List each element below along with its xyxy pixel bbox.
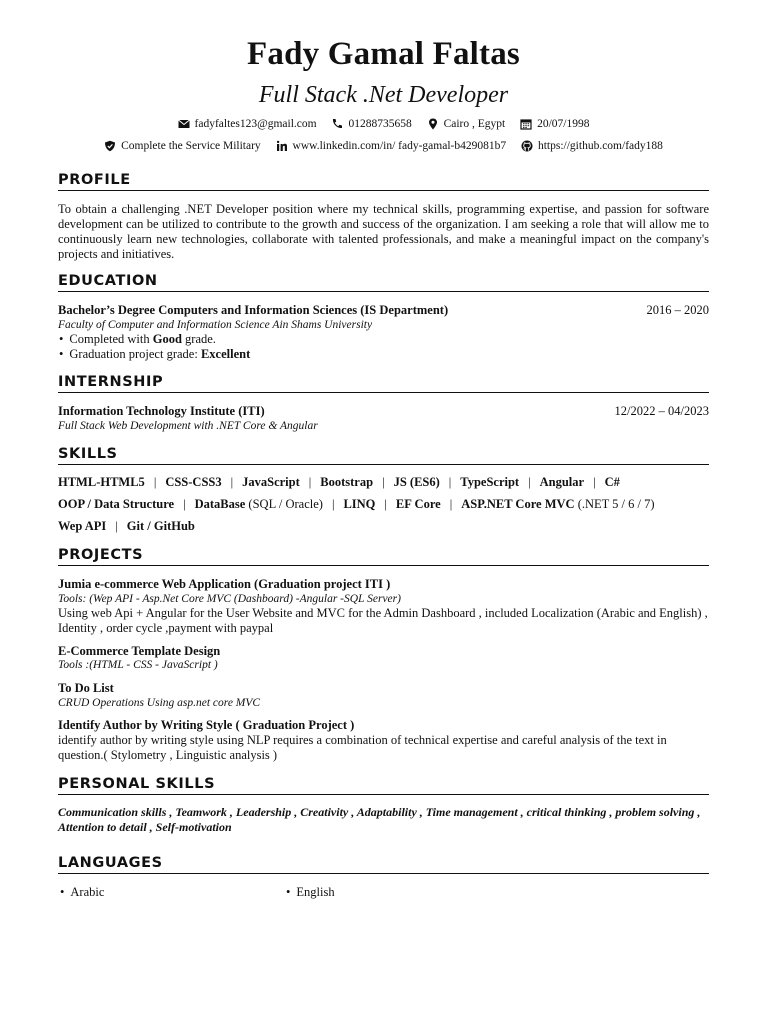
birthdate-contact	[520, 118, 589, 130]
education-bullets	[58, 332, 250, 362]
bullet-bold: Good	[152, 332, 182, 346]
list-item	[58, 332, 250, 347]
phone-text: 01288735658	[348, 118, 412, 130]
separator: |	[153, 475, 157, 489]
project-4-desc: identify author by writing style using NLP requires a combination of technical expertise and careful analysis of the text in question.( Stylometry , Linguistic analysis )	[58, 733, 667, 762]
skill-item: EF Core	[395, 497, 441, 511]
bullet-text: grade.	[181, 332, 216, 346]
profile-heading: PROFILE	[58, 172, 709, 191]
project-4-title: Identify Author by Writing Style ( Graduation Project )	[58, 718, 355, 732]
phone-icon	[331, 118, 343, 130]
profile-text: To obtain a challenging .NET Developer position where my technical skills, programming expertise, and passion for software development can be utilized to contribute to the growth and success of the organization. I am seeking a role that will allow me to continuously learn new technologies, collaborate with talented professionals, and make a meaningful impact on the company's projects and initiatives.	[58, 202, 709, 261]
map-pin-icon	[427, 118, 439, 130]
internship-heading: INTERNSHIP	[58, 374, 709, 393]
skill-item: OOP / Data Structure	[58, 497, 175, 511]
projects-heading: PROJECTS	[58, 547, 709, 566]
candidate-name: Fady Gamal Faltas	[247, 36, 520, 72]
linkedin-text: www.linkedin.com/in/ fady-gamal-b429081b7	[292, 140, 507, 152]
personal-skills-text: Communication skills , Teamwork , Leadership , Creativity , Adaptability , Time management , critical thinking , problem solving , Attention to detail , Self-motivation	[58, 805, 701, 834]
bullet-bold: Excellent	[200, 347, 251, 361]
shield-icon	[104, 140, 116, 152]
skills-row-2	[58, 497, 655, 512]
skill-note: (.NET 5 / 6 / 7)	[574, 497, 655, 511]
skill-item: ASP.NET Core MVC	[461, 497, 575, 511]
skills-row-3	[58, 519, 195, 534]
separator: |	[230, 475, 234, 489]
location-contact	[427, 118, 506, 130]
skill-item: Git / GitHub	[126, 519, 195, 533]
skill-item: JS (ES6)	[393, 475, 440, 489]
birthdate-text: 20/07/1998	[537, 118, 590, 130]
phone-contact[interactable]	[331, 118, 411, 130]
separator: |	[528, 475, 531, 489]
skill-item: C#	[604, 475, 620, 489]
list-item	[58, 347, 250, 362]
envelope-icon	[178, 118, 190, 130]
project-3-tools: CRUD Operations Using asp.net core MVC	[58, 697, 261, 709]
linkedin-icon	[276, 140, 288, 152]
separator: |	[384, 497, 387, 511]
email-text: fadyfaltes123@gmail.com	[194, 118, 317, 130]
project-1-tools: Tools: (Wep API - Asp.Net Core MVC (Dashboard) -Angular -SQL Server)	[58, 593, 401, 605]
project-2-tools: Tools :(HTML - CSS - JavaScript )	[58, 659, 218, 671]
skill-item: HTML-HTML5	[58, 475, 145, 489]
education-degree: Bachelor’s Degree Computers and Information Sciences (IS Department)	[58, 303, 449, 317]
military-status	[104, 140, 261, 152]
separator: |	[593, 475, 596, 489]
skills-row-1	[58, 475, 620, 490]
contact-row-1	[58, 118, 709, 133]
location-text: Cairo , Egypt	[443, 118, 506, 130]
github-link[interactable]	[521, 140, 663, 152]
bullet-text: Completed with	[69, 332, 153, 346]
skills-heading: SKILLS	[58, 446, 709, 465]
internship-track: Full Stack Web Development with .NET Core & Angular	[58, 420, 318, 432]
separator: |	[308, 475, 312, 489]
separator: |	[449, 497, 453, 511]
separator: |	[115, 519, 118, 533]
skill-item: Wep API	[58, 519, 107, 533]
project-1-desc: Using web Api + Angular for the User Website and MVC for the Admin Dashboard , included Localization (Arabic and English) , Identity , order cycle ,payment with paypal	[58, 606, 708, 635]
project-1-title: Jumia e-commerce Web Application (Graduation project ITI )	[58, 577, 391, 591]
project-3-title: To Do List	[58, 681, 114, 695]
candidate-role: Full Stack .Net Developer	[258, 82, 509, 108]
github-icon	[521, 140, 533, 152]
project-2-title: E-Commerce Template Design	[58, 644, 221, 658]
skill-note: (SQL / Oracle)	[245, 497, 323, 511]
calendar-icon	[520, 118, 532, 130]
bullet-text: Graduation project grade:	[69, 347, 201, 361]
personal-skills-heading: PERSONAL SKILLS	[58, 776, 709, 795]
skill-item: TypeScript	[460, 475, 520, 489]
separator: |	[331, 497, 335, 511]
linkedin-link[interactable]	[276, 140, 507, 152]
skill-item: JavaScript	[242, 475, 300, 489]
separator: |	[382, 475, 385, 489]
skill-item: Bootstrap	[320, 475, 374, 489]
internship-dates: 12/2022 – 04/2023	[614, 404, 709, 418]
separator: |	[448, 475, 452, 489]
github-text: https://github.com/fady188	[537, 140, 663, 152]
education-dates: 2016 – 2020	[646, 303, 709, 317]
military-text: Complete the Service Military	[121, 140, 261, 152]
education-heading: EDUCATION	[58, 273, 709, 292]
languages-heading: LANGUAGES	[58, 855, 709, 874]
skill-item: CSS-CSS3	[165, 475, 222, 489]
skill-item: DataBase	[194, 497, 246, 511]
contact-row-2	[58, 140, 709, 155]
internship-org: Information Technology Institute (ITI)	[58, 404, 265, 418]
skill-item: LINQ	[343, 497, 376, 511]
education-faculty: Faculty of Computer and Information Science Ain Shams University	[58, 319, 373, 331]
language-item: • English	[286, 885, 335, 900]
language-item: • Arabic	[60, 885, 104, 900]
skill-item: Angular	[539, 475, 585, 489]
separator: |	[183, 497, 186, 511]
email-contact[interactable]	[178, 118, 317, 130]
